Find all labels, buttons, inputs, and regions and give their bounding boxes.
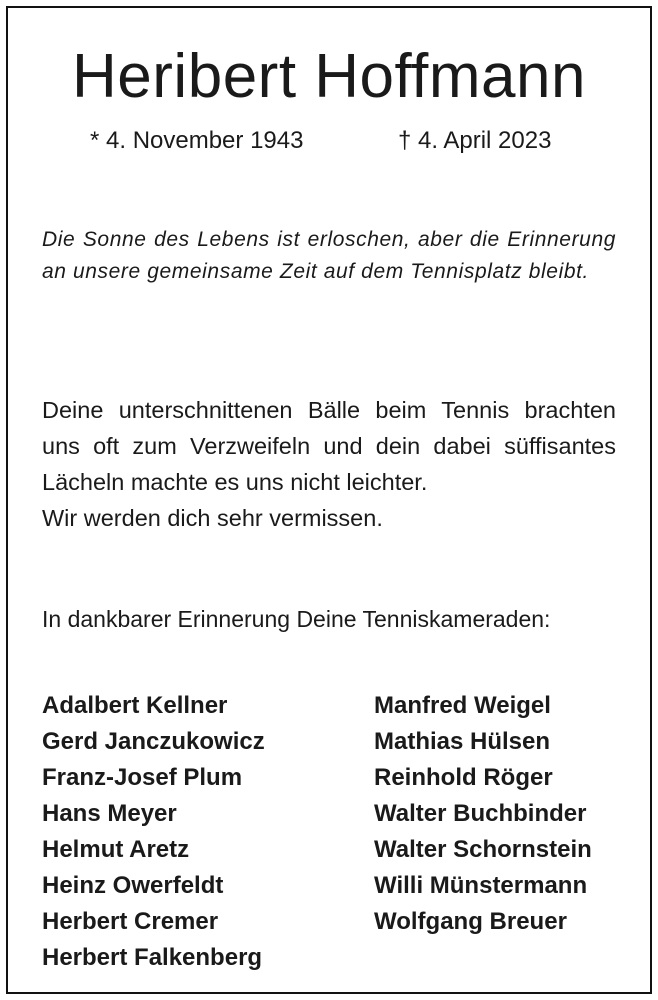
mourner-name: Mathias Hülsen <box>374 728 551 755</box>
mourner-name: Willi Münstermann <box>374 872 588 899</box>
personal-message <box>42 392 616 536</box>
obituary-notice <box>8 8 650 992</box>
mourner-name: Walter Buchbinder <box>374 800 587 827</box>
mourner-name: Manfred Weigel <box>374 692 551 719</box>
mourner-name: Gerd Janczukowicz <box>42 728 265 755</box>
closing-line: In dankbarer Erinnerung Deine Tenniskameraden: <box>42 606 551 632</box>
mourner-name: Adalbert Kellner <box>42 692 228 719</box>
death-date: † 4. April 2023 <box>398 127 552 154</box>
mourner-name: Helmut Aretz <box>42 836 190 863</box>
memorial-quote: Die Sonne des Lebens ist erloschen, aber die Erinnerung an unsere gemeinsame Zeit auf dem Tennisplatz bleibt. <box>42 228 616 283</box>
mourner-name: Walter Schornstein <box>374 836 592 863</box>
mourners-left-column <box>42 688 265 976</box>
mourners-right-column <box>374 688 592 940</box>
mourner-name: Franz-Josef Plum <box>42 764 243 791</box>
mourner-name: Hans Meyer <box>42 800 177 827</box>
message-farewell: Wir werden dich sehr vermissen. <box>42 505 383 531</box>
mourner-name: Reinhold Röger <box>374 764 553 791</box>
message-paragraph: Deine unterschnittenen Bälle beim Tennis brachten uns oft zum Verzweifeln und dein dabei süffisantes Lächeln machte es uns nicht leichter. <box>42 397 616 495</box>
mourner-name: Herbert Falkenberg <box>42 944 263 971</box>
deceased-name: Heribert Hoffmann <box>72 42 586 111</box>
mourner-name: Herbert Cremer <box>42 908 219 935</box>
birth-date: * 4. November 1943 <box>90 127 304 154</box>
mourner-name: Wolfgang Breuer <box>374 908 567 935</box>
mourner-name: Heinz Owerfeldt <box>42 872 224 899</box>
